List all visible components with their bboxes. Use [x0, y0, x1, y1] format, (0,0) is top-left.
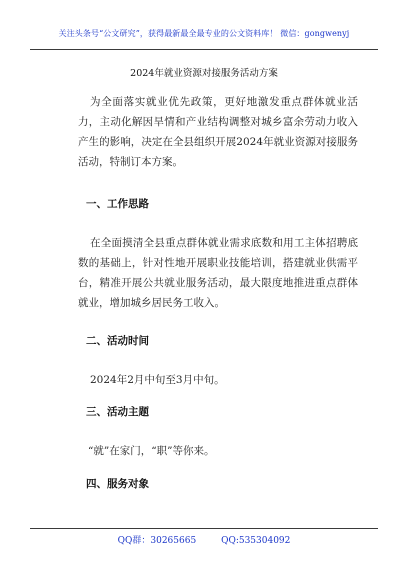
section-heading-activity-theme: 三、活动主题	[86, 406, 149, 418]
footer	[0, 533, 408, 546]
footer-divider	[30, 528, 378, 529]
section-heading-service-targets: 四、服务对象	[86, 478, 149, 490]
activity-time-paragraph: 2024年2月中旬至3月中旬。	[90, 374, 225, 386]
document-title: 2024年就业资源对接服务活动方案	[130, 68, 278, 79]
section-heading-work-approach: 一、工作思路	[86, 198, 149, 210]
work-approach-paragraph: 在全面摸清全县重点群体就业需求底数和用工主体招聘底数的基础上，针对性地开展职业技能培训，搭建就业供需平台，精准开展公共就业服务活动，最大限度地推进重点群体就业，增加城乡居民务工收入。	[78, 237, 358, 309]
intro-paragraph: 为全面落实就业优先政策，更好地激发重点群体就业活力，主动化解因旱情和产业结构调整对城乡富余劳动力收入产生的影响，决定在全县组织开展2024年就业资源对接服务活动，特制订本方案。	[78, 96, 358, 168]
activity-theme-paragraph: “就”在家门，“职”等你来。	[88, 445, 215, 457]
footer-qq: QQ:535304092	[221, 536, 291, 546]
footer-qq-group: QQ群：30265665	[117, 536, 197, 546]
section-heading-activity-time: 二、活动时间	[86, 335, 149, 347]
header-divider	[30, 49, 378, 50]
header-note: 关注头条号“公文研究”，获得最新最全最专业的公文资料库！ 微信：gongwenyj	[58, 29, 350, 38]
